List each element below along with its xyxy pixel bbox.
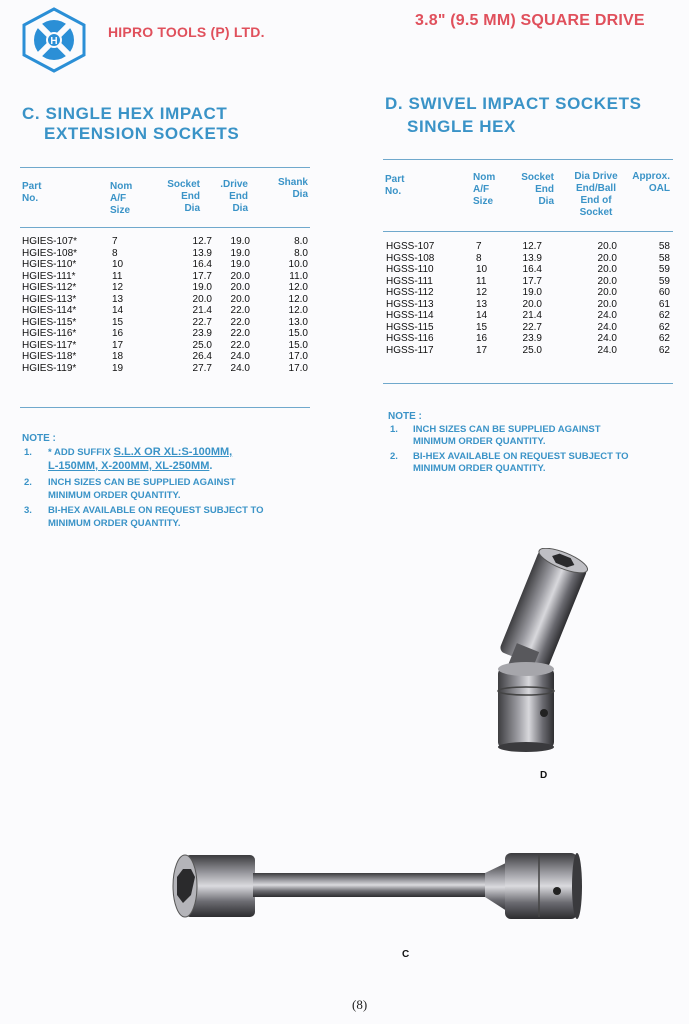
table-c-header-nom: Nom A/F Size — [110, 181, 133, 216]
table-row: HGIES-111* 11 17.7 20.0 11.0 — [22, 270, 308, 282]
table-d-header-dia-drive: Dia Drive End/Ball End of Socket — [574, 171, 618, 218]
note-c-1-line2: L-150MM, X-200MM, XL-250MM. — [48, 460, 213, 472]
table-d-body — [386, 241, 674, 356]
table-d-bottom-rule — [383, 383, 673, 384]
table-row: HGSS-114 14 21.4 24.0 62 — [386, 310, 670, 321]
company-name: HIPRO TOOLS (P) LTD. — [108, 24, 265, 40]
figure-caption-c: C — [402, 949, 410, 960]
table-c-bottom-rule — [20, 407, 310, 408]
table-c-header-socket: Socket End Dia — [167, 179, 200, 214]
table-c-body — [22, 236, 312, 374]
section-d-notes: NOTE : 1. INCH SIZES CAN BE SUPPLIED AGAINST MINIMUM ORDER QUANTITY. 2. BI-HEX AVAILABLE ON REQUEST SUBJECT TO MINIMUM ORDER QUANTITY. — [388, 410, 683, 485]
note-label: NOTE : — [22, 433, 56, 444]
table-d-header-rule — [383, 231, 673, 232]
table-row: HGSS-108 8 13.9 20.0 58 — [386, 252, 670, 264]
table-c-header-drive: .Drive End Dia — [220, 179, 248, 214]
note-c-3: BI-HEX AVAILABLE ON REQUEST SUBJECT TO — [48, 505, 264, 516]
table-c-header-part: Part No. — [22, 181, 42, 204]
table-d-header-nom: Nom A/F Size — [473, 172, 496, 207]
table-row: HGIES-107* 7 12.7 19.0 8.0 — [22, 236, 308, 247]
note-c-1: * ADD SUFFIX S.L.X OR XL:S-100MM, — [48, 446, 233, 458]
figure-caption-d: D — [540, 770, 548, 781]
table-row: HGIES-119* 19 27.7 24.0 17.0 — [22, 362, 308, 374]
table-row: HGIES-108* 8 13.9 19.0 8.0 — [22, 247, 308, 259]
table-c-header-shank: Shank Dia — [277, 177, 308, 200]
table-d-top-rule — [383, 159, 673, 160]
table-row: HGSS-110 10 16.4 20.0 59 — [386, 264, 670, 275]
table-row: HGSS-111 11 17.7 20.0 59 — [386, 275, 670, 287]
hex-wrench-logo-icon — [20, 7, 88, 73]
note-c-3-line2: MINIMUM ORDER QUANTITY. — [48, 518, 181, 529]
table-row: HGSS-112 12 19.0 20.0 60 — [386, 287, 670, 298]
swivel-socket-image — [478, 548, 588, 753]
section-c-title-line1: C. SINGLE HEX IMPACT — [22, 104, 228, 123]
table-row: HGSS-117 17 25.0 24.0 62 — [386, 344, 670, 356]
table-d-header-part: Part No. — [385, 174, 405, 197]
note-d-1-line2: MINIMUM ORDER QUANTITY. — [413, 436, 546, 447]
table-d-header-socket: Socket End Dia — [521, 172, 554, 207]
section-c-notes: NOTE : 1. * ADD SUFFIX S.L.X OR XL:S-100MM, L-150MM, X-200MM, XL-250MM. 2. INCH SIZES CAN BE SUPPLIED AGAINST MINIMUM ORDER QUANTITY. 3. BI-HEX AVAILABLE ON REQUEST SUBJECT TO MINIMUM ORDER QUANTITY. — [22, 432, 322, 532]
section-c-title-line2: EXTENSION SOCKETS — [44, 124, 240, 143]
table-row: HGIES-114* 14 21.4 22.0 12.0 — [22, 305, 308, 316]
note-d-1: INCH SIZES CAN BE SUPPLIED AGAINST — [413, 424, 601, 435]
section-d-title-line1: D. SWIVEL IMPACT SOCKETS — [385, 94, 642, 113]
note-label: NOTE : — [388, 411, 422, 422]
page-number: (8) — [352, 997, 368, 1012]
table-row: HGIES-112* 12 19.0 20.0 12.0 — [22, 282, 308, 293]
table-d-header-oal: Approx. OAL — [632, 171, 670, 194]
note-d-2-line2: MINIMUM ORDER QUANTITY. — [413, 463, 546, 474]
table-row: HGIES-116* 16 23.9 22.0 15.0 — [22, 328, 308, 339]
section-d-title-line2: SINGLE HEX — [407, 117, 516, 136]
table-row: HGIES-110* 10 16.4 19.0 10.0 — [22, 259, 308, 270]
table-c-top-rule — [20, 167, 310, 168]
drive-size-title: 3.8" (9.5 MM) SQUARE DRIVE — [415, 12, 645, 29]
extension-socket-image — [165, 847, 585, 927]
note-d-2: BI-HEX AVAILABLE ON REQUEST SUBJECT TO — [413, 451, 629, 462]
svg-text:H: H — [50, 36, 58, 47]
note-c-2: INCH SIZES CAN BE SUPPLIED AGAINST — [48, 477, 236, 488]
table-c-header-rule — [20, 227, 310, 228]
table-row: HGSS-116 16 23.9 24.0 62 — [386, 333, 670, 344]
table-row: HGSS-113 13 20.0 20.0 61 — [386, 298, 670, 310]
table-row: HGIES-115* 15 22.7 22.0 13.0 — [22, 316, 308, 328]
table-row: HGIES-113* 13 20.0 20.0 12.0 — [22, 293, 308, 305]
table-row: HGSS-107 7 12.7 20.0 58 — [386, 241, 670, 252]
table-row: HGSS-115 15 22.7 24.0 62 — [386, 321, 670, 333]
table-row: HGIES-118* 18 26.4 24.0 17.0 — [22, 351, 308, 362]
note-c-2-line2: MINIMUM ORDER QUANTITY. — [48, 490, 181, 501]
table-row: HGIES-117* 17 25.0 22.0 15.0 — [22, 339, 308, 351]
